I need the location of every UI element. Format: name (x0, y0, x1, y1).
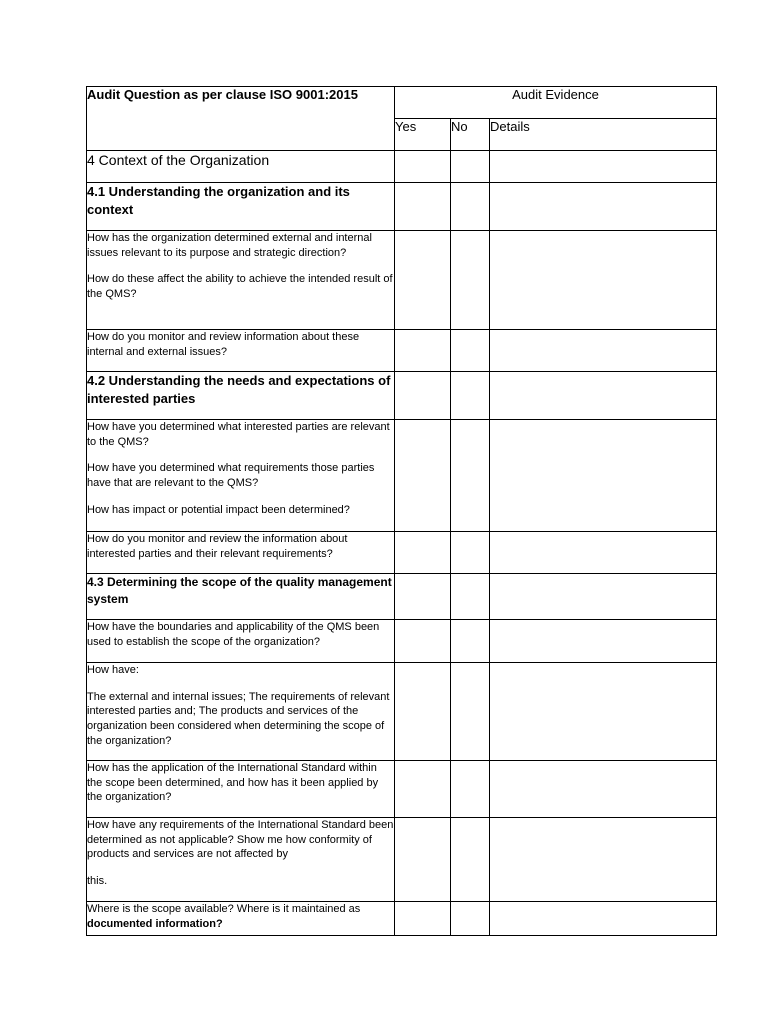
yes-cell[interactable] (395, 420, 451, 532)
audit-checklist-table (86, 86, 717, 936)
question-text: How have: (87, 664, 139, 676)
details-cell[interactable] (490, 420, 717, 532)
no-cell[interactable] (451, 818, 490, 902)
audit-question (87, 420, 395, 532)
audit-question (87, 330, 395, 372)
table-row (87, 663, 717, 761)
yes-cell[interactable] (395, 151, 451, 183)
table-row (87, 818, 717, 902)
yes-cell[interactable] (395, 574, 451, 620)
header-row (87, 87, 717, 119)
clause-title: 4.1 Understanding the organization and its context (87, 183, 395, 231)
table-row (87, 902, 717, 936)
no-cell[interactable] (451, 151, 490, 183)
section-title: 4 Context of the Organization (87, 151, 395, 183)
question-text-bold: documented information? (87, 917, 223, 930)
question-text: The external and internal issues; The requirements of relevant interested parties and; The products and services of the organization been considered when determining the scope of the organization? (87, 690, 390, 747)
table-row (87, 761, 717, 818)
audit-question (87, 818, 395, 902)
details-cell[interactable] (490, 620, 717, 663)
no-cell[interactable] (451, 231, 490, 330)
question-text: How do these affect the ability to achieve the intended result of the QMS? (87, 273, 393, 301)
table-row (87, 330, 717, 372)
details-cell[interactable] (490, 231, 717, 330)
no-cell[interactable] (451, 761, 490, 818)
question-text: How have the boundaries and applicability of the QMS been used to establish the scope of the organization? (87, 621, 380, 648)
details-cell[interactable] (490, 183, 717, 231)
table-row (87, 372, 717, 420)
question-text: Where is the scope available? Where is it maintained as (87, 903, 361, 915)
details-cell[interactable] (490, 902, 717, 936)
no-cell[interactable] (451, 330, 490, 372)
details-cell[interactable] (490, 574, 717, 620)
question-text: How has the organization determined external and internal issues relevant to its purpose and strategic direction? (87, 232, 372, 259)
table-row (87, 532, 717, 574)
yes-cell[interactable] (395, 330, 451, 372)
question-column-header: Audit Question as per clause ISO 9001:2015 (87, 87, 395, 151)
yes-cell[interactable] (395, 532, 451, 574)
no-cell[interactable] (451, 902, 490, 936)
no-cell[interactable] (451, 663, 490, 761)
audit-question (87, 761, 395, 818)
table-row (87, 574, 717, 620)
no-cell[interactable] (451, 372, 490, 420)
no-cell[interactable] (451, 532, 490, 574)
audit-question (87, 532, 395, 574)
details-cell[interactable] (490, 151, 717, 183)
table-row (87, 231, 717, 330)
audit-question (87, 902, 395, 936)
question-text: How has the application of the International Standard within the scope been determined, and how has it been applied by the organization? (87, 762, 379, 804)
question-text: How have you determined what interested parties are relevant to the QMS? (87, 421, 390, 448)
yes-cell[interactable] (395, 902, 451, 936)
question-text: How do you monitor and review the information about interested parties and their relevant requirements? (87, 533, 348, 560)
yes-cell[interactable] (395, 372, 451, 420)
details-cell[interactable] (490, 761, 717, 818)
yes-cell[interactable] (395, 818, 451, 902)
details-cell[interactable] (490, 372, 717, 420)
clause-title: 4.2 Understanding the needs and expectations of interested parties (87, 372, 395, 420)
question-text: How have any requirements of the International Standard been determined as not applicable? Show me how conformity of products and services are not affected by (87, 819, 394, 861)
yes-cell[interactable] (395, 620, 451, 663)
no-cell[interactable] (451, 183, 490, 231)
details-cell[interactable] (490, 818, 717, 902)
question-text: How do you monitor and review information about these internal and external issues? (87, 331, 360, 358)
details-cell[interactable] (490, 330, 717, 372)
no-column-header: No (451, 119, 490, 151)
clause-title: 4.3 Determining the scope of the quality management system (87, 574, 395, 620)
question-text: How have you determined what requirements those parties have that are relevant to the QMS? (87, 462, 375, 490)
question-text: this. (87, 875, 108, 888)
table-row (87, 183, 717, 231)
audit-question (87, 231, 395, 330)
table-row (87, 151, 717, 183)
details-cell[interactable] (490, 663, 717, 761)
audit-question (87, 663, 395, 761)
details-cell[interactable] (490, 532, 717, 574)
table-row (87, 620, 717, 663)
table-row (87, 420, 717, 532)
no-cell[interactable] (451, 420, 490, 532)
yes-cell[interactable] (395, 183, 451, 231)
details-column-header: Details (490, 119, 717, 151)
audit-question (87, 620, 395, 663)
yes-cell[interactable] (395, 663, 451, 761)
question-text: How has impact or potential impact been determined? (87, 503, 350, 516)
yes-cell[interactable] (395, 231, 451, 330)
no-cell[interactable] (451, 574, 490, 620)
no-cell[interactable] (451, 620, 490, 663)
yes-column-header: Yes (395, 119, 451, 151)
yes-cell[interactable] (395, 761, 451, 818)
audit-evidence-header: Audit Evidence (395, 87, 717, 119)
